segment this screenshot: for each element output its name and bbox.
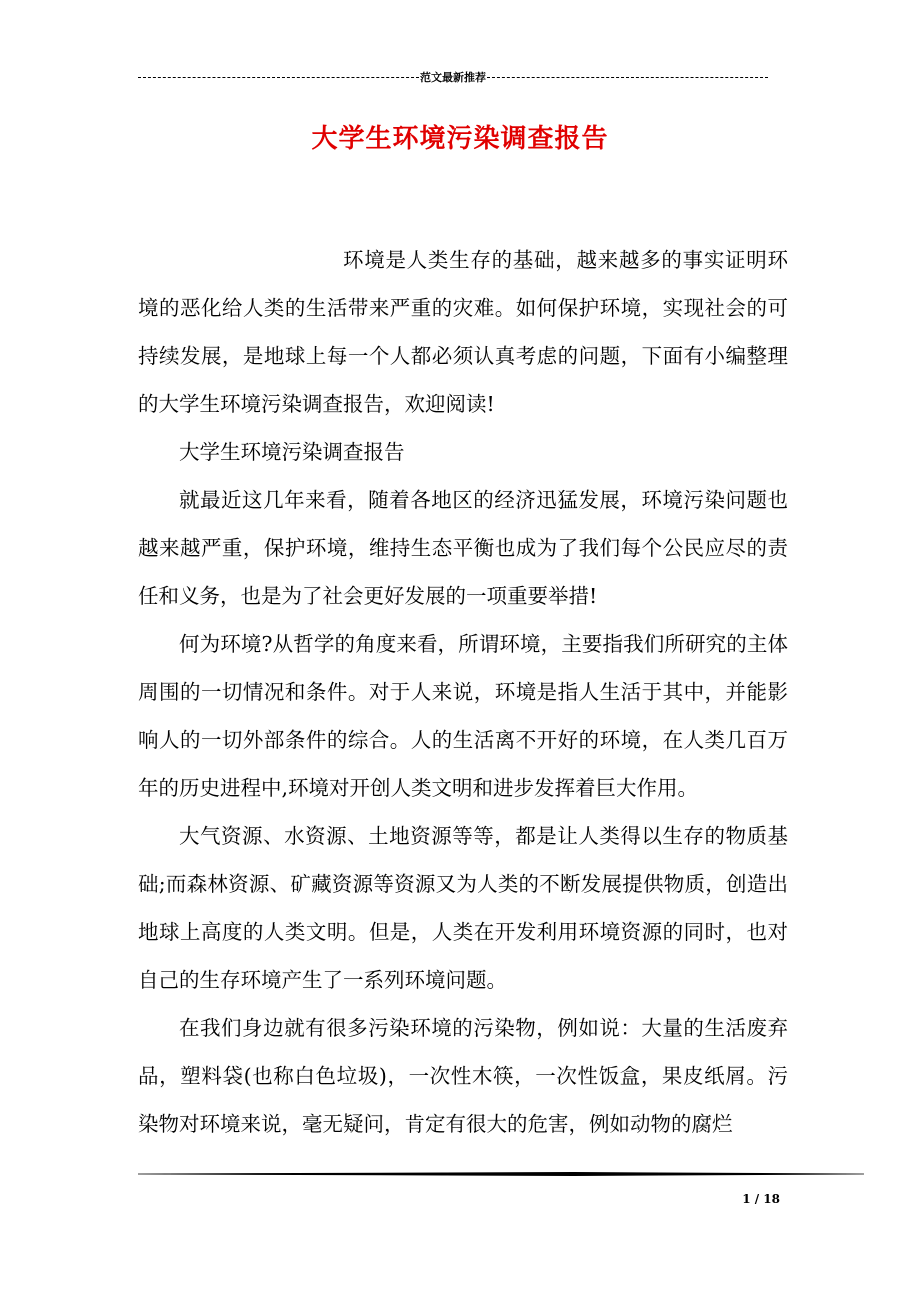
paragraph-intro: 环境是人类生存的基础，越来越多的事实证明环境的恶化给人类的生活带来严重的灾难。如何保护环境，实现社会的可持续发展，是地球上每一个人都必须认真考虑的问题，下面有小编整理的大学生环境污染调查报告，欢迎阅读!: [138, 248, 788, 416]
header-dash-right: [487, 77, 768, 78]
footer-divider: [138, 1172, 864, 1176]
paragraph: 就最近这几年来看，随着各地区的经济迅猛发展，环境污染问题也越来越严重，保护环境，维持生态平衡也成为了我们每个公民应尽的责任和义务，也是为了社会更好发展的一项重要举措!: [138, 488, 788, 608]
paragraph-subtitle: 大学生环境污染调查报告: [179, 440, 405, 464]
header-dash-left: [138, 77, 419, 78]
paragraph: 何为环境?从哲学的角度来看，所谓环境，主要指我们所研究的主体周围的一切情况和条件。对于人来说，环境是指人生活于其中，并能影响人的一切外部条件的综合。人的生活离不开好的环境，在人类几百万年的历史进程中,环境对开创人类文明和进步发挥着巨大作用。: [138, 632, 788, 800]
paragraph: 大气资源、水资源、土地资源等等，都是让人类得以生存的物质基础;而森林资源、矿藏资源等资源又为人类的不断发展提供物质，创造出地球上高度的人类文明。但是，人类在开发利用环境资源的同时，也对自己的生存环境产生了一系列环境问题。: [138, 824, 788, 992]
header-tag: 范文最新推荐: [420, 71, 486, 84]
paragraph: 在我们身边就有很多污染环境的污染物，例如说：大量的生活废弃品，塑料袋(也称白色垃圾)，一次性木筷，一次性饭盒，果皮纸屑。污染物对环境来说，毫无疑问，肯定有很大的危害，例如动物的腐烂: [138, 1016, 788, 1136]
page-header: [138, 68, 768, 86]
document-body: [138, 236, 788, 1148]
page-number: 1 / 18: [742, 1192, 780, 1206]
document-title: 大学生环境污染调查报告: [311, 124, 609, 154]
